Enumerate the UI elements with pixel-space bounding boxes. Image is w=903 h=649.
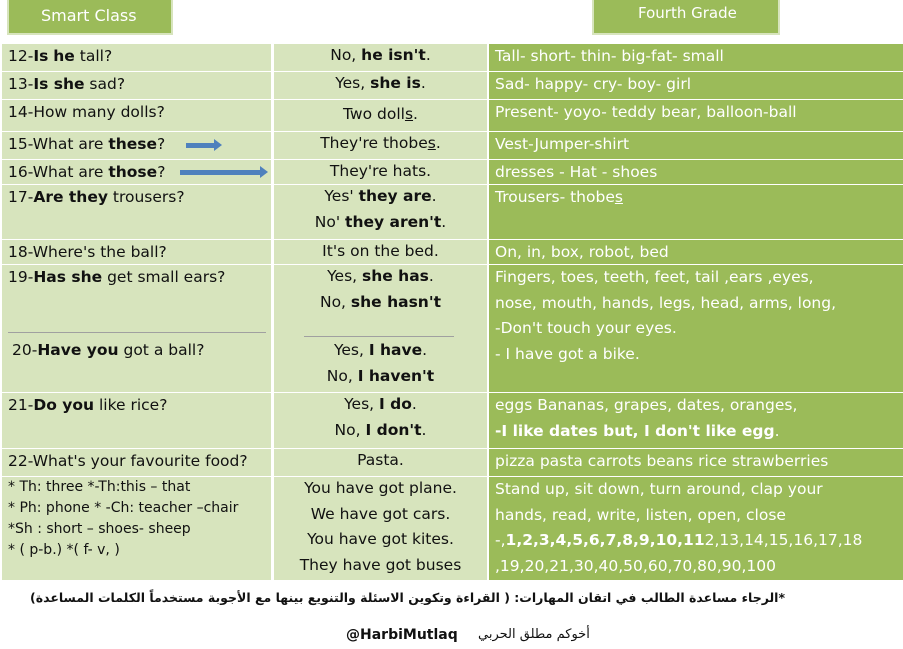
word-bank-line: -,1,2,3,4,5,6,7,8,9,10,112,13,14,15,16,17,18 [495, 531, 863, 549]
question-cell [2, 44, 272, 72]
question-cell [2, 265, 272, 393]
answer-text: Yes' they are. [324, 187, 437, 205]
table-row [2, 185, 903, 240]
answer-text: Pasta. [357, 451, 404, 469]
answer-divider [304, 336, 454, 337]
arrow-icon [180, 170, 262, 175]
question-text: 15-What are these? [8, 135, 166, 153]
word-bank-line: -Don't touch your eyes. [495, 319, 677, 337]
question-divider [8, 332, 266, 333]
word-bank-line: Present- yoyo- teddy bear, balloon-ball [495, 103, 797, 121]
phonics-line: * ( p-b.) *( f- v, ) [8, 542, 120, 558]
phonics-line: * Th: three *-Th:this – that [8, 479, 191, 495]
answer-text: Yes, she has. [327, 267, 434, 285]
question-text: 12-Is he tall? [8, 47, 113, 65]
question-cell [2, 100, 272, 132]
answer-cell [274, 72, 487, 100]
word-bank-line: Trousers- thobes [495, 188, 623, 206]
word-bank-line: On, in, box, robot, bed [495, 243, 669, 261]
word-bank-line: Sad- happy- cry- boy- girl [495, 75, 691, 93]
word-bank-line: nose, mouth, hands, legs, head, arms, long, [495, 293, 837, 312]
question-text: 22-What's your favourite food? [8, 452, 248, 470]
answer-cell [274, 185, 487, 240]
table-row [2, 393, 903, 449]
question-text: 20-Have you got a ball? [12, 341, 205, 359]
arrow-icon [186, 143, 216, 148]
answer-cell [274, 265, 487, 393]
table-row [2, 240, 903, 265]
answer-text: No, I haven't [326, 366, 435, 385]
question-text: 14-How many dolls? [8, 103, 165, 121]
word-bank-line: Vest-Jumper-shirt [495, 135, 630, 153]
table-row [2, 132, 903, 160]
word-bank-cell [489, 265, 903, 393]
answer-text: You have got plane. [304, 479, 457, 497]
footer-note: *الرجاء مساعدة الطالب في اتقان المهارات: ( القراءة وتكوين الاسئلة والتنويع بينها مع الأجوبة مستخدماً الكلمات المساعدة) [30, 590, 785, 605]
answer-text: Yes, I have. [333, 341, 428, 359]
answer-text: They have got buses [299, 555, 462, 574]
question-text: 18-Where's the ball? [8, 243, 167, 261]
word-bank-cell [489, 477, 903, 581]
word-bank-line: Tall- short- thin- big-fat- small [495, 47, 724, 65]
signature-handle: @HarbiMutlaq [346, 627, 458, 643]
table-row [2, 44, 903, 72]
word-bank-cell [489, 185, 903, 240]
answer-text: No, he isn't. [330, 46, 431, 64]
answer-cell [274, 393, 487, 449]
word-bank-line: - I have got a bike. [495, 344, 640, 363]
question-cell [2, 240, 272, 265]
grade-label: Fourth Grade [638, 4, 737, 22]
word-bank-line: eggs Bananas, grapes, dates, oranges, [495, 396, 798, 414]
question-text: 13-Is she sad? [8, 75, 126, 93]
question-text: 19-Has she get small ears? [8, 268, 226, 286]
answer-cell [274, 240, 487, 265]
word-bank-line: dresses - Hat - shoes [495, 163, 658, 181]
answer-cell [274, 477, 487, 581]
table-row [2, 477, 903, 581]
table-row [2, 100, 903, 132]
word-bank-line: pizza pasta carrots beans rice strawberries [495, 452, 829, 470]
answer-text: No' they aren't. [314, 212, 447, 231]
phonics-line: *Sh : short – shoes- sheep [8, 521, 191, 537]
table-row [2, 160, 903, 185]
smart-class-tab [7, 0, 173, 35]
word-bank-cell [489, 160, 903, 185]
word-bank-line: Fingers, toes, teeth, feet, tail ,ears ,eyes, [495, 268, 814, 286]
question-cell [2, 449, 272, 477]
answer-cell [274, 132, 487, 160]
question-cell [2, 477, 272, 581]
question-cell [2, 72, 272, 100]
word-bank-line: ,19,20,21,30,40,50,60,70,80,90,100 [495, 556, 777, 575]
word-bank-cell [489, 449, 903, 477]
word-bank-line: Stand up, sit down, turn around, clap your [495, 480, 823, 498]
answer-text: No, she hasn't [319, 292, 442, 311]
answer-text: Two dolls. [343, 105, 418, 123]
word-bank-cell [489, 240, 903, 265]
word-bank-cell [489, 44, 903, 72]
question-cell [2, 185, 272, 240]
answer-text: They're thobes. [320, 134, 441, 152]
question-cell [2, 393, 272, 449]
word-bank-line: hands, read, write, listen, open, close [495, 505, 786, 524]
answer-text: We have got cars. [310, 504, 451, 523]
answer-cell [274, 100, 487, 132]
question-text: 16-What are those? [8, 163, 166, 181]
question-cell [2, 132, 272, 160]
answer-cell [274, 449, 487, 477]
word-bank-cell [489, 393, 903, 449]
grade-tab [592, 0, 780, 35]
word-bank-cell [489, 72, 903, 100]
word-bank-cell [489, 100, 903, 132]
answer-cell [274, 44, 487, 72]
smart-class-label: Smart Class [41, 6, 137, 25]
question-cell [2, 160, 272, 185]
question-text: 17-Are they trousers? [8, 188, 185, 206]
table-row [2, 72, 903, 100]
word-bank-line: -I like dates but, I don't like egg. [495, 421, 780, 440]
signature-arabic: أخوكم مطلق الحربي [478, 627, 590, 642]
answer-cell [274, 160, 487, 185]
answer-text: You have got kites. [307, 530, 454, 548]
word-bank-cell [489, 132, 903, 160]
answer-text: Yes, she is. [335, 74, 426, 92]
answer-text: It's on the bed. [322, 242, 439, 260]
answer-text: They're hats. [329, 162, 432, 180]
phonics-line: * Ph: phone * -Ch: teacher –chair [8, 500, 239, 516]
answer-text: No, I don't. [334, 420, 427, 439]
table-row [2, 449, 903, 477]
question-text: 21-Do you like rice? [8, 396, 168, 414]
answer-text: Yes, I do. [344, 395, 417, 413]
table-row [2, 265, 903, 393]
